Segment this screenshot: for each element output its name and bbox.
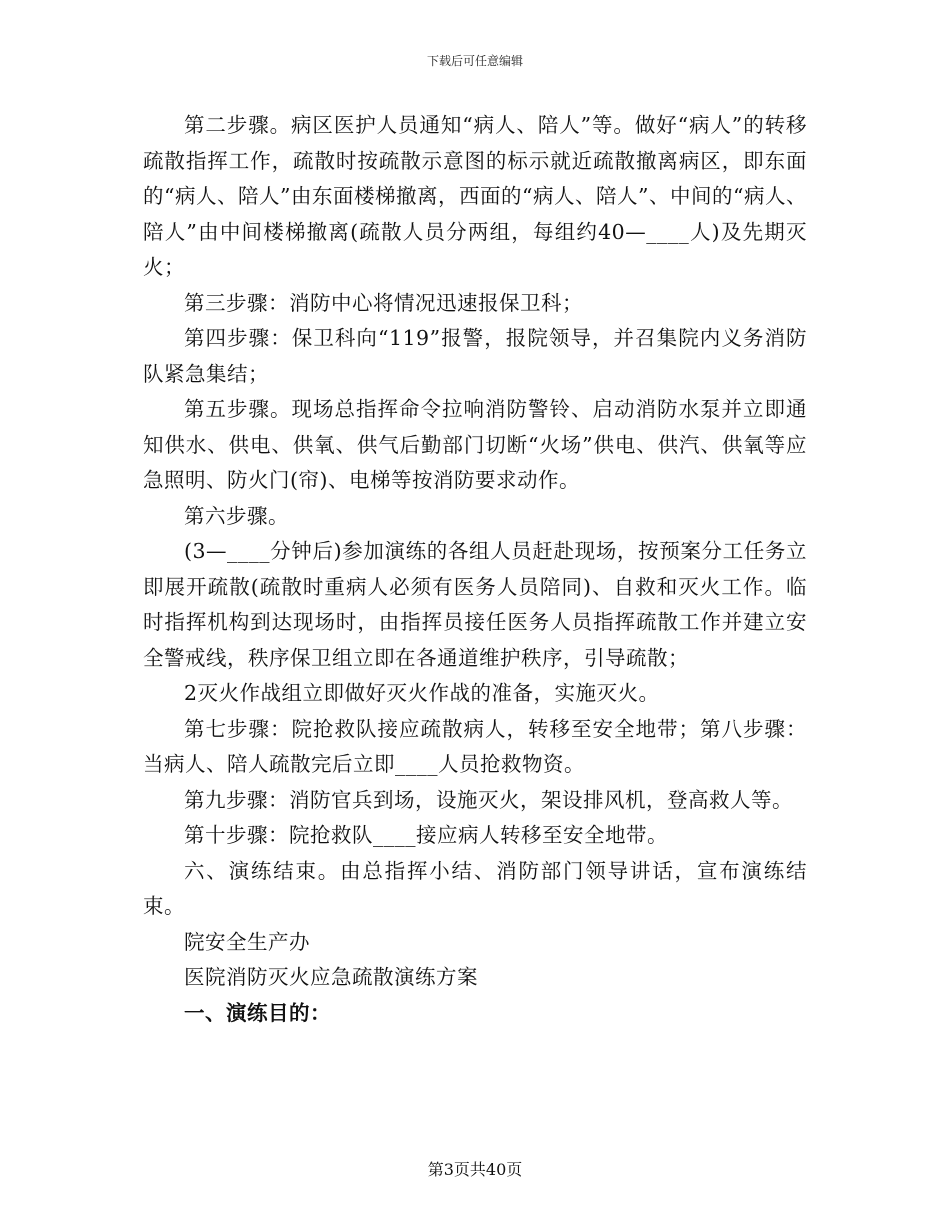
section-heading-purpose: 一、演练目的： bbox=[184, 1000, 331, 1025]
document-body bbox=[143, 108, 807, 1031]
paragraph-plan-title: 医院消防灭火应急疏散演练方案 bbox=[184, 965, 478, 989]
paragraph-step-6-title: 第六步骤。 bbox=[184, 503, 289, 528]
paragraph-step-5: 第五步骤。现场总指挥命令拉响消防警铃、启动消防水泵并立即通知供水、供电、供氧、供气后勤部门切断“火场”供电、供汽、供氧等应急照明、防火门(帘)、电梯等按消防要求动作。 bbox=[143, 397, 807, 492]
paragraph-fire-fighting: 2灭火作战组立即做好灭火作战的准备，实施灭火。 bbox=[184, 681, 660, 705]
page-footer: 第3页共40页 bbox=[427, 1160, 523, 1179]
paragraph-step-2: 第二步骤。病区医护人员通知“病人、陪人”等。做好“病人”的转移疏散指挥工作，疏散时按疏散示意图的标示就近疏散撤离病区，即东面的“病人、陪人”由东面楼梯撤离，西面的“病人、陪人”、中间的“病人、陪人”由中间楼梯撤离(疏散人员分两组，每组约40—____人)及先期灭火； bbox=[143, 113, 807, 279]
paragraph-step-3: 第三步骤：消防中心将情况迅速报保卫科； bbox=[184, 290, 583, 315]
paragraph-office-signature: 院安全生产办 bbox=[184, 929, 310, 954]
paragraph-step-9: 第九步骤：消防官兵到场，设施灭火，架设排风机，登高救人等。 bbox=[184, 787, 793, 812]
page-header: 下载后可任意编辑 bbox=[426, 54, 523, 68]
paragraph-step-7-8: 第七步骤：院抢救队接应疏散病人，转移至安全地带；第八步骤：当病人、陪人疏散完后立即____人员抢救物资。 bbox=[143, 716, 807, 776]
paragraph-drill-end: 六、演练结束。由总指挥小结、消防部门领导讲话，宣布演练结束。 bbox=[143, 858, 807, 918]
paragraph-step-4: 第四步骤：保卫科向“119”报警，报院领导，并召集院内义务消防队紧急集结； bbox=[143, 326, 807, 386]
paragraph-step-6-detail: (3—____分钟后)参加演练的各组人员赶赴现场，按预案分工任务立即展开疏散(疏散时重病人必须有医务人员陪同)、自救和灭火工作。临时指挥机构到达现场时，由指挥员接任医务人员指挥疏散工作并建立安全警戒线，秩序保卫组立即在各通道维护秩序，引导疏散； bbox=[143, 539, 807, 670]
paragraph-step-10: 第十步骤：院抢救队____接应病人转移至安全地带。 bbox=[184, 823, 668, 847]
